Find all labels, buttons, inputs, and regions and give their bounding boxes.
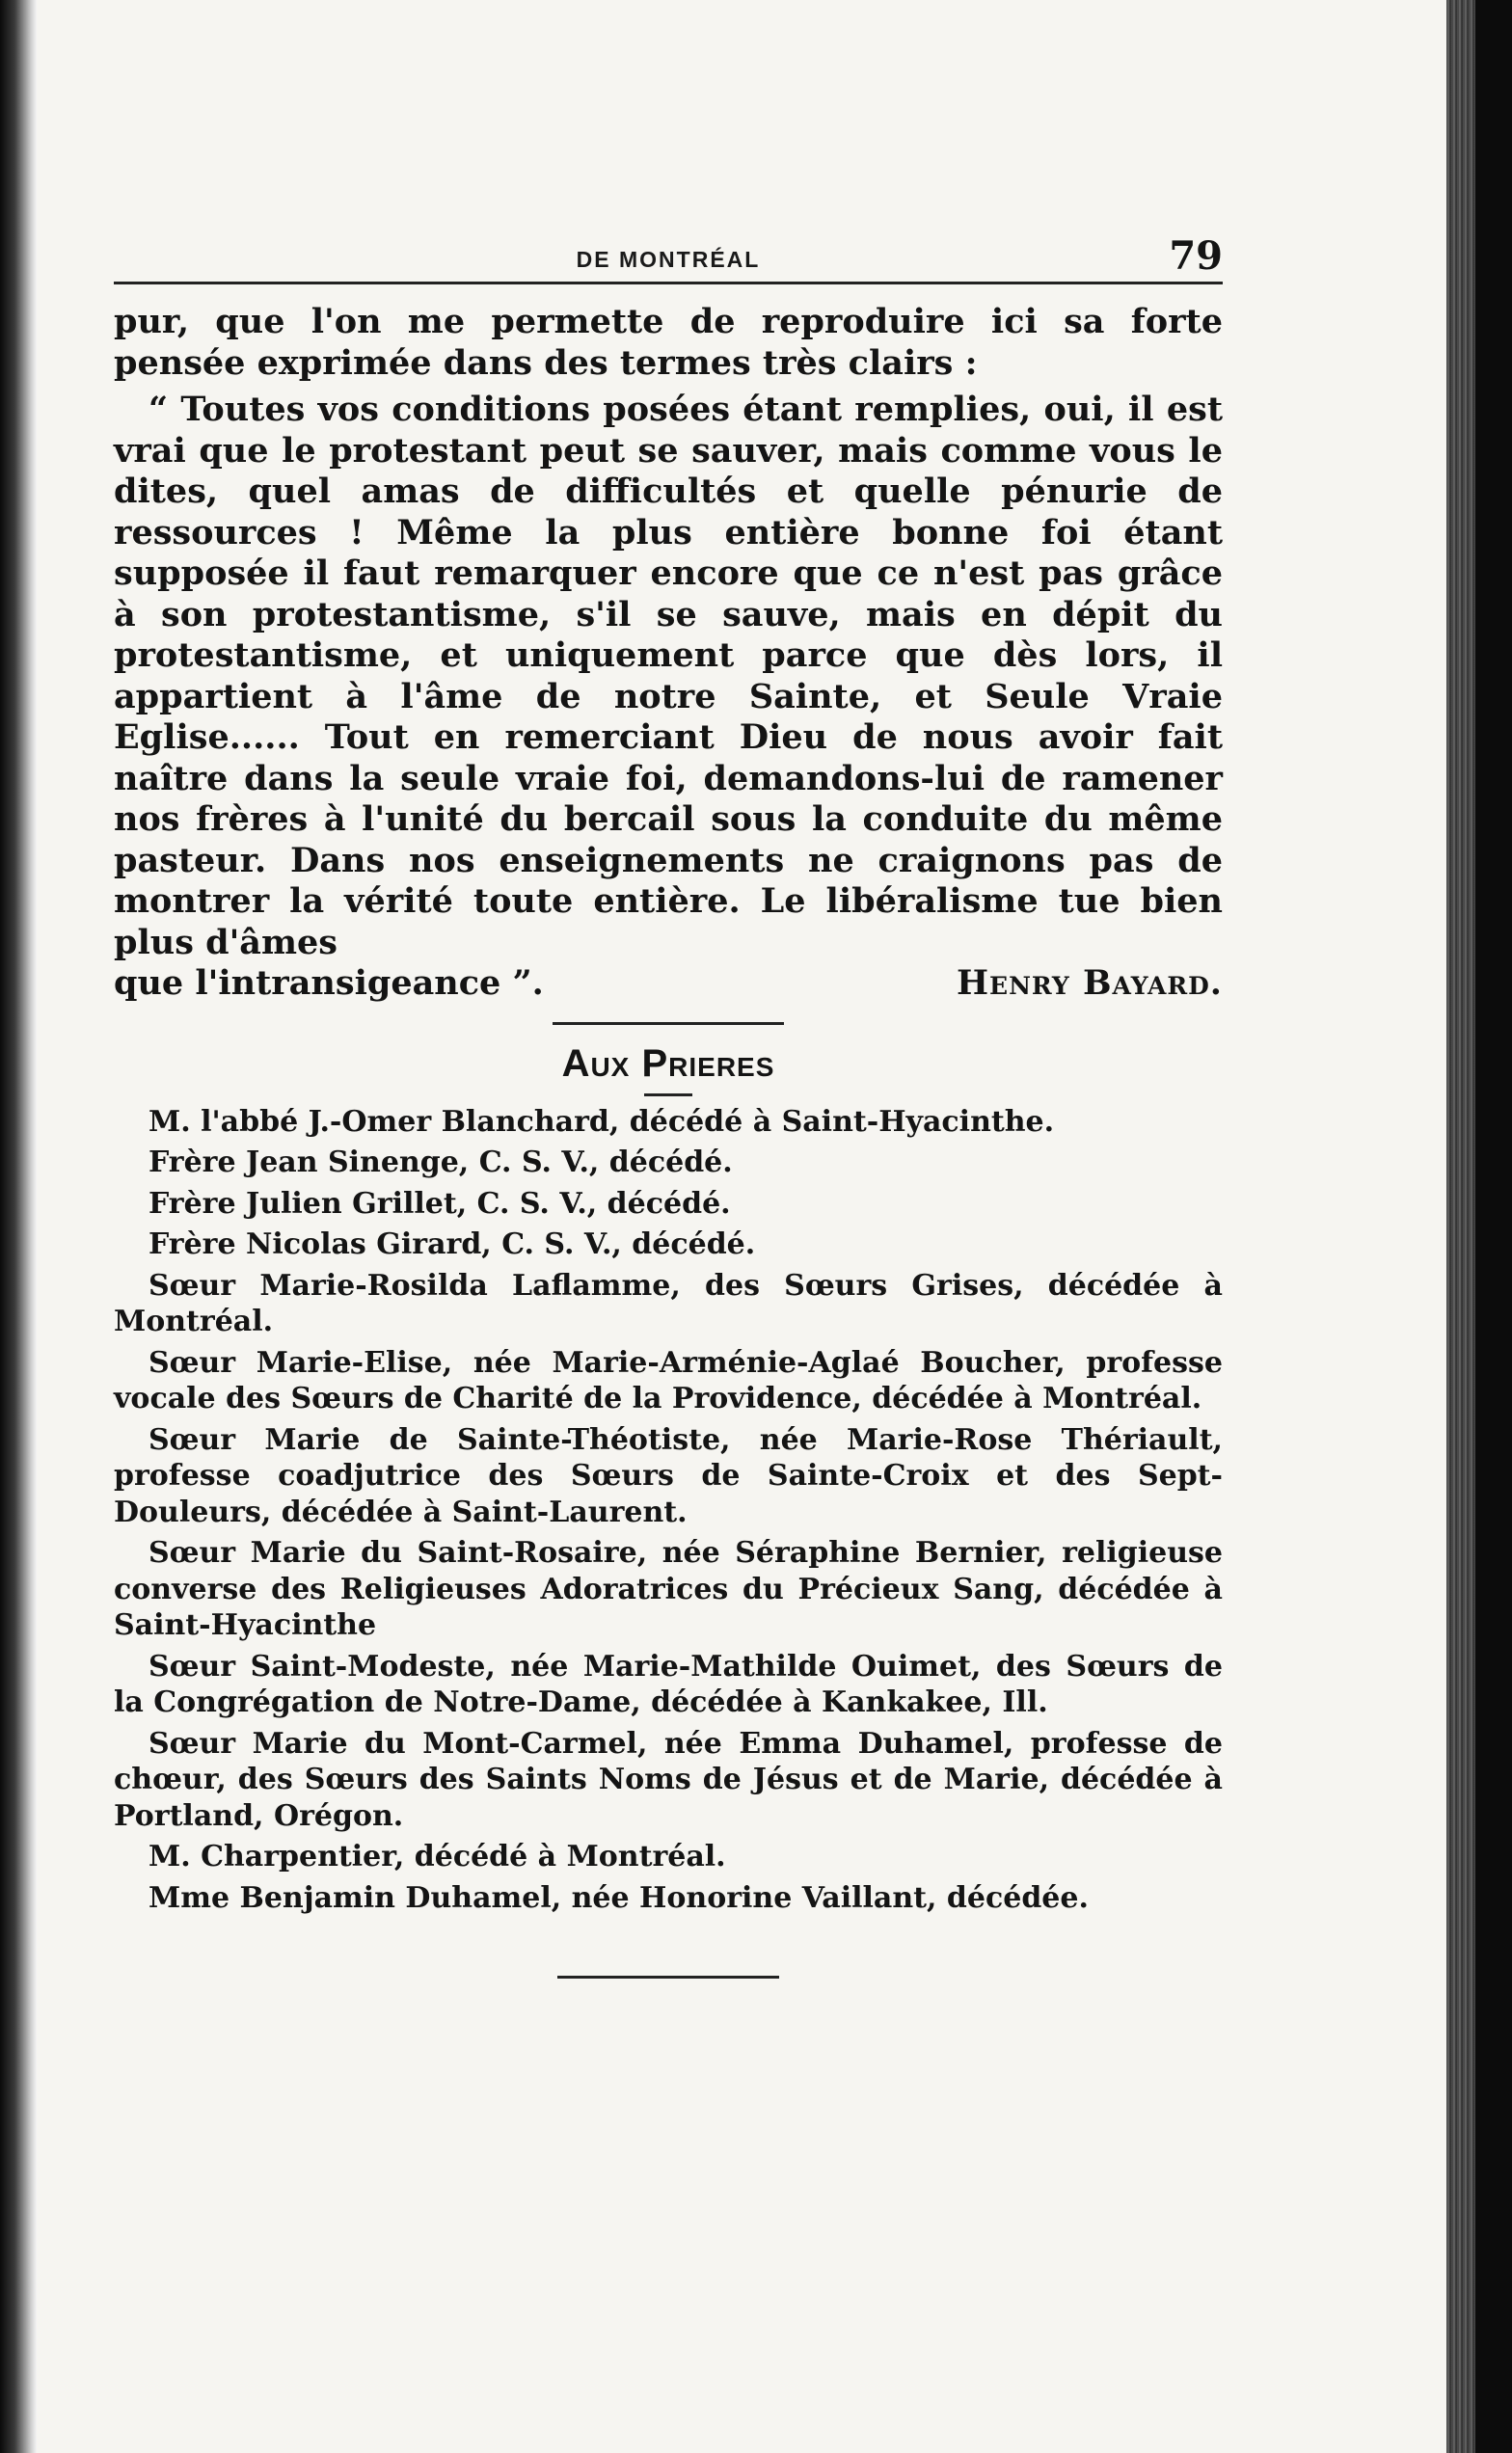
running-head-title: DE MONTRÉAL <box>576 247 761 272</box>
quotation-text: “ Toutes vos conditions posées étant remplies, oui, il est vrai que le protestant peut se sauver, mais comme vous le dites, quel amas de difficultés et quelle pénurie de ressources ! Même la plus entière bonne foi étant supposée il faut remarquer encore que ce n'est pas grâce à son protestantisme, s'il se sauve, mais en dépit du protestantisme, et uniquement parce que dès lors, il appartient à l'âme de notre Sainte, et Seule Vraie Eglise...... Tout en remerciant Dieu de nous avoir fait naître dans la seule vraie foi, demandons-lui de ramener nos frères à l'unité du bercail sous la conduite du même pasteur. Dans nos enseignements ne craignons pas de montrer la vérité toute entière. Le libéralisme tue bien plus d'âmes <box>114 390 1223 962</box>
opening-paragraph: pur, que l'on me permette de reproduire ici sa forte pensée exprimée dans des termes très clairs : <box>114 302 1223 383</box>
notice-item: Sœur Marie de Sainte-Théotiste, née Marie-Rose Thériault, professe coadjutrice des Sœurs de Sainte-Croix et des Sept-Douleurs, décédée à Saint-Laurent. <box>114 1422 1223 1529</box>
quotation-last-line: que l'intransigeance ”. <box>114 963 544 1003</box>
notice-item: Frère Nicolas Girard, C. S. V., décédé. <box>148 1227 756 1261</box>
running-head <box>114 231 1223 284</box>
end-divider <box>557 1976 779 1979</box>
quotation-end-line <box>114 963 1223 1005</box>
section-title-underline <box>644 1093 692 1096</box>
notice-item: Sœur Marie-Elise, née Marie-Arménie-Aglaé Boucher, professe vocale des Sœurs de Charité de la Providence, décédée à Montréal. <box>114 1345 1223 1415</box>
notice-item: Frère Jean Sinenge, C. S. V., décédé. <box>148 1146 733 1179</box>
body-text <box>114 302 1223 1005</box>
section-divider <box>553 1022 784 1025</box>
signature: Henry Bayard. <box>956 963 1223 1003</box>
notice-item: Frère Julien Grillet, C. S. V., décédé. <box>148 1186 731 1221</box>
notice-item: M. l'abbé J.-Omer Blanchard, décédé à Saint-Hyacinthe. <box>148 1104 1055 1139</box>
book-page-edges-right <box>1446 0 1512 2453</box>
quotation-paragraph <box>114 390 1223 963</box>
section-title: Aux Prieres <box>561 1041 775 1085</box>
page-content <box>114 231 1223 1979</box>
notice-item: Sœur Marie du Saint-Rosaire, née Séraphine Bernier, religieuse converse des Religieuses Adoratrices du Précieux Sang, décédée à Saint-Hyacinthe <box>114 1536 1223 1642</box>
notice-item: Mme Benjamin Duhamel, née Honorine Vaillant, décédée. <box>148 1880 1089 1915</box>
book-gutter-left <box>0 0 37 2453</box>
notice-item: Sœur Marie du Mont-Carmel, née Emma Duhamel, professe de chœur, des Sœurs des Saints Noms de Jésus et de Marie, décédée à Portland, Orégon. <box>114 1726 1223 1833</box>
notice-item: Sœur Marie-Rosilda Laflamme, des Sœurs Grises, décédée à Montréal. <box>114 1268 1223 1338</box>
notice-item: Sœur Saint-Modeste, née Marie-Mathilde Ouimet, des Sœurs de la Congrégation de Notre-Dame, décédée à Kankakee, Ill. <box>114 1649 1223 1719</box>
death-notices <box>114 1104 1223 1917</box>
page-edge-shadow <box>1475 0 1512 2453</box>
page-number: 79 <box>1169 233 1223 279</box>
notice-item: M. Charpentier, décédé à Montréal. <box>148 1840 726 1873</box>
